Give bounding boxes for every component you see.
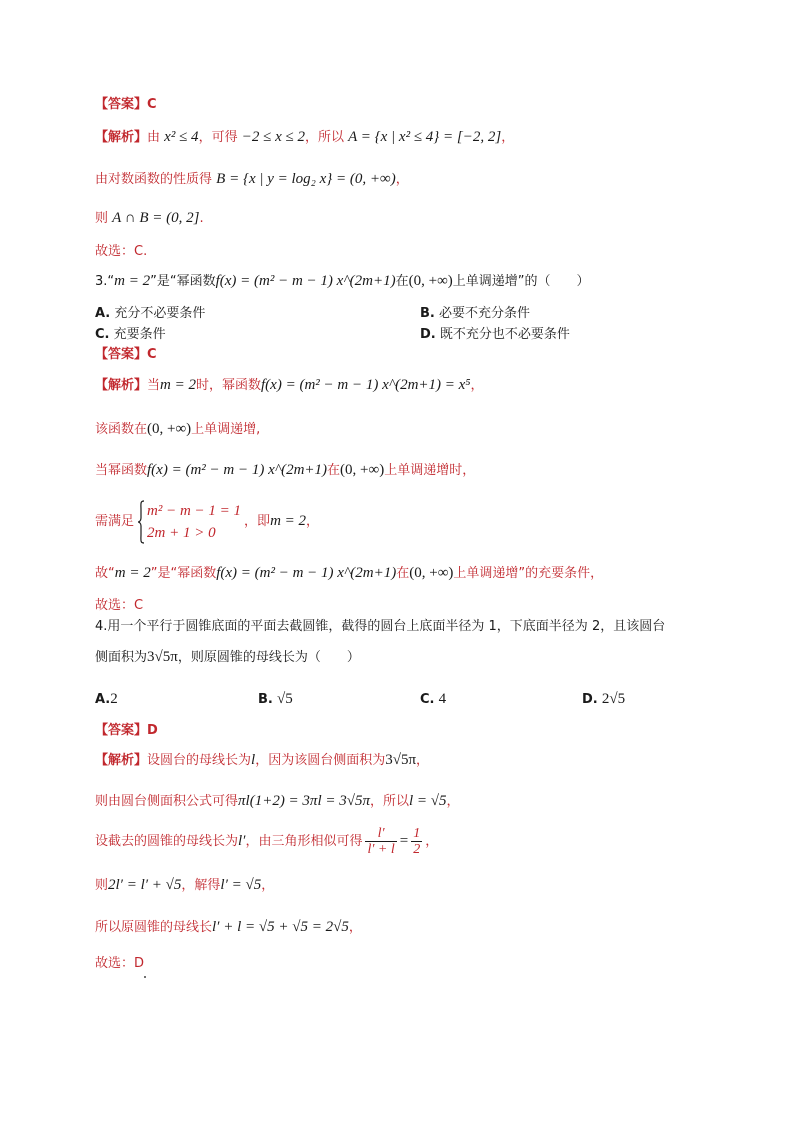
q2-analysis-line3 xyxy=(95,209,204,228)
math: l′ + l = √5 + √5 = 2√5 xyxy=(212,919,349,935)
option-text: 充要条件 xyxy=(113,327,166,342)
text: ， xyxy=(501,130,515,145)
text: ， xyxy=(306,514,320,529)
math: m = 2 xyxy=(114,565,151,581)
q4-analysis-line1 xyxy=(95,751,429,770)
q2-analysis-line2 xyxy=(95,170,409,189)
option-text: √5 xyxy=(277,691,293,707)
math: m = 2 xyxy=(160,377,196,393)
analysis-tag: 【解析】 xyxy=(95,753,148,768)
q3-answer-line xyxy=(95,346,157,364)
fraction-numerator: 1 xyxy=(413,826,421,841)
text: ， xyxy=(348,920,362,935)
q3-analysis-line3 xyxy=(95,461,475,480)
text: 3.“ xyxy=(95,274,115,289)
fraction-denominator: 2 xyxy=(413,842,421,857)
fraction-denominator: l′ + l xyxy=(367,842,395,857)
analysis-tag: 【解析】 xyxy=(95,378,148,393)
option-text: 2√5 xyxy=(601,691,626,707)
q3-analysis-line2 xyxy=(95,420,260,439)
math: 3√5π xyxy=(147,649,178,665)
answer-tag: 【答案】 xyxy=(95,97,148,112)
text: ”是“幂函数 xyxy=(150,274,216,289)
math: f(x) = (m² − m − 1) x^(2m+1) = x⁵ xyxy=(261,377,471,393)
q2-conclusion: 故选：C. xyxy=(95,244,148,259)
text: 设截去的圆锥的母线长为 xyxy=(95,834,239,849)
q4-analysis-line2 xyxy=(95,792,460,811)
text: ，因为该圆台侧面积为 xyxy=(255,753,386,768)
q3-option-d xyxy=(420,326,570,344)
answer-tag: 【答案】 xyxy=(95,723,148,738)
math: l = √5 xyxy=(409,793,447,809)
option-key: B. xyxy=(420,306,435,321)
text: ，解得 xyxy=(181,878,221,893)
math: 3√5π xyxy=(385,752,417,768)
text: 所以原圆锥的母线长 xyxy=(95,920,213,935)
option-key: A. xyxy=(95,692,111,707)
q4-analysis-line5 xyxy=(95,918,362,937)
text: ，所以 xyxy=(369,794,409,809)
text: ， xyxy=(395,172,409,187)
math: B = {x | y = log₂ x} = (0, +∞) xyxy=(216,171,396,187)
answer-tag: 【答案】 xyxy=(95,347,148,362)
math: x² ≤ 4 xyxy=(164,129,199,145)
text: ，则原圆锥的母线长为（ ） xyxy=(177,650,360,665)
option-key: D. xyxy=(582,692,598,707)
option-text: 4 xyxy=(438,691,447,707)
text: . xyxy=(199,211,204,226)
math: A = {x | x² ≤ 4} = [−2, 2] xyxy=(348,129,502,145)
q4-analysis-line4 xyxy=(95,876,274,895)
equation-system xyxy=(137,500,241,544)
option-text: 既不充分也不必要条件 xyxy=(439,327,570,342)
text: ， xyxy=(446,794,460,809)
left-brace-icon xyxy=(137,500,145,544)
q3-analysis-line4 xyxy=(95,499,319,544)
option-key: B. xyxy=(258,692,273,707)
text: ， xyxy=(470,378,484,393)
option-key: A. xyxy=(95,306,111,321)
q4-option-d xyxy=(582,690,625,709)
text: 在 xyxy=(396,566,410,581)
q4-option-a xyxy=(95,690,118,709)
q4-option-c xyxy=(420,690,446,709)
q3-analysis-line1 xyxy=(95,376,484,395)
text: 由 xyxy=(147,130,161,145)
q2-answer-line xyxy=(95,96,157,114)
answer-value: C xyxy=(147,97,157,112)
option-key: D. xyxy=(420,327,436,342)
q3-stem xyxy=(95,272,590,291)
q4-stem-line1: 4.用一个平行于圆锥底面的平面去截圆锥，截得的圆台上底面半径为 1，下底面半径为 2，且该圆台 xyxy=(95,619,666,634)
math: l′ xyxy=(238,833,246,849)
q4-analysis-line3 xyxy=(95,822,438,861)
math: l xyxy=(251,752,256,768)
math: (0, +∞) xyxy=(147,421,192,437)
option-key: C. xyxy=(420,692,435,707)
text: ，即 xyxy=(244,514,271,529)
math: A ∩ B = (0, 2] xyxy=(112,210,200,226)
text: 上单调递增, xyxy=(191,422,261,437)
text: 上单调递增”的充要条件， xyxy=(453,566,604,581)
text: 设圆台的母线长为 xyxy=(147,753,252,768)
math: m = 2 xyxy=(270,513,307,529)
math: (0, +∞) xyxy=(408,273,453,289)
text: 则由圆台侧面积公式可得 xyxy=(95,794,239,809)
math: f(x) = (m² − m − 1) x^(2m+1) xyxy=(147,462,328,478)
text: ，由三角形相似可得 xyxy=(245,834,363,849)
text: ”是“幂函数 xyxy=(150,566,217,581)
text: 需满足 xyxy=(95,514,135,529)
text: 侧面积为 xyxy=(95,650,148,665)
text: 时，幂函数 xyxy=(196,378,262,393)
q4-option-b xyxy=(258,690,293,709)
math: πl(1+2) = 3πl = 3√5π xyxy=(238,793,370,809)
text: 在 xyxy=(327,463,341,478)
q3-analysis-line5 xyxy=(95,564,603,583)
answer-value: D xyxy=(147,723,158,738)
text: 由对数函数的性质得 xyxy=(95,172,213,187)
option-key: C. xyxy=(95,327,110,342)
q4-conclusion: 故选：D xyxy=(95,956,145,971)
math: f(x) = (m² − m − 1) x^(2m+1) xyxy=(216,565,397,581)
q3-conclusion: 故选：C xyxy=(95,598,144,613)
q3-option-a xyxy=(95,305,205,323)
text: ， xyxy=(425,834,439,849)
q4-answer-line xyxy=(95,722,158,740)
system-row-2: 2m + 1 > 0 xyxy=(147,524,216,541)
text: 则 xyxy=(95,211,109,226)
math: −2 ≤ x ≤ 2 xyxy=(241,129,305,145)
text: 该函数在 xyxy=(95,422,148,437)
text: 当幂函数 xyxy=(95,463,148,478)
text: ， xyxy=(261,878,275,893)
answer-value: C xyxy=(147,347,157,362)
text: ，可得 xyxy=(198,130,238,145)
fraction-numerator: l′ xyxy=(365,826,396,842)
text: 当 xyxy=(147,378,161,393)
analysis-tag: 【解析】 xyxy=(95,130,148,145)
math: f(x) = (m² − m − 1) x^(2m+1) xyxy=(215,273,396,289)
math: (0, +∞) xyxy=(340,462,385,478)
q4-stem-line2 xyxy=(95,648,360,667)
math: (0, +∞) xyxy=(409,565,454,581)
text: ，所以 xyxy=(304,130,344,145)
text: 在 xyxy=(395,274,409,289)
equals-sign: = xyxy=(399,833,409,849)
text: 上单调递增”的（ ） xyxy=(452,274,590,289)
text: 上单调递增时， xyxy=(384,463,476,478)
text: 则 xyxy=(95,878,109,893)
text: 故“ xyxy=(95,566,115,581)
q3-option-b xyxy=(420,305,530,323)
math: m = 2 xyxy=(114,273,151,289)
text: ， xyxy=(416,753,430,768)
system-row-1: m² − m − 1 = 1 xyxy=(147,502,242,519)
math: l′ = √5 xyxy=(220,877,262,893)
option-text: 2 xyxy=(110,691,118,707)
option-text: 充分不必要条件 xyxy=(114,306,206,321)
math: 2l′ = l′ + √5 xyxy=(108,877,182,893)
q2-analysis-line1 xyxy=(95,128,514,147)
fraction xyxy=(411,826,422,857)
option-text: 必要不充分条件 xyxy=(439,306,531,321)
q3-option-c xyxy=(95,326,166,344)
fraction xyxy=(365,826,396,857)
stray-dot xyxy=(144,976,146,978)
